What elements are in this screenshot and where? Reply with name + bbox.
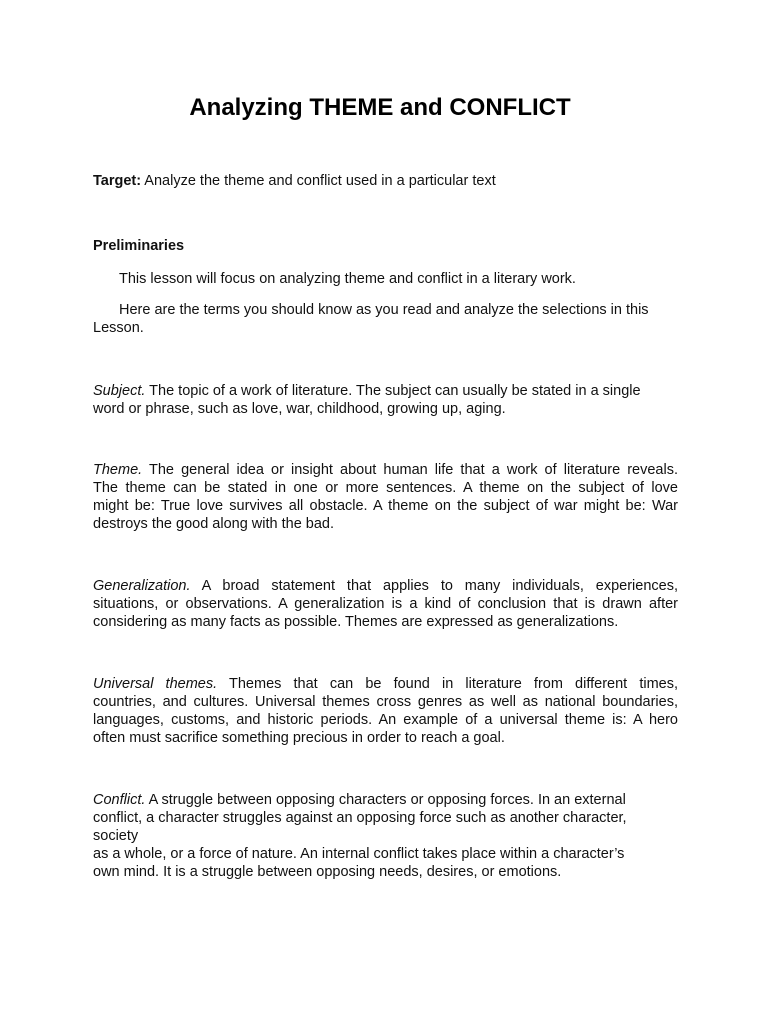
definition-theme: Theme. The general idea or insight about human life that a work of literature reveals. The theme can be stated in one or more sentences. A theme on the subject of love might be: True love survives all obstacle. A theme on the subject of war might be: War destroys the good along with the bad. [93, 462, 678, 532]
definition-generalization: Generalization. A broad statement that applies to many individuals, experiences, situations, or observations. A generalization is a kind of conclusion that is drawn after considering as many facts as possible. Themes are expressed as generalizations. [93, 578, 678, 630]
term-subject: Subject. [93, 383, 146, 399]
definition-universal-themes: Universal themes. Themes that can be found in literature from different times, countries, and cultures. Universal themes cross genres as well as national boundaries, languages, customs, and historic periods. An example of a universal theme is: A hero often must sacrifice something precious in order to reach a goal. [93, 676, 678, 746]
term-conflict: Conflict. [93, 792, 146, 808]
target-statement [93, 172, 693, 190]
term-universal-themes: Universal themes. [93, 676, 218, 692]
definition-subject: Subject. The topic of a work of literature. The subject can usually be stated in a single word or phrase, such as love, war, childhood, growing up, aging. [93, 383, 641, 417]
definition-conflict: Conflict. A struggle between opposing characters or opposing forces. In an external conflict, a character struggles against an opposing force such as another character, society as a whole, or a force of nature. An internal conflict takes place within a character’s own mind. It is a struggle between opposing needs, desires, or emotions. [93, 792, 627, 880]
preliminaries-intro-2: Here are the terms you should know as you read and analyze the selections in this Lesson. [93, 302, 649, 336]
target-text: Analyze the theme and conflict used in a particular text [141, 173, 496, 189]
preliminaries-intro-1: This lesson will focus on analyzing theme and conflict in a literary work. [119, 271, 576, 287]
term-theme: Theme. [93, 462, 143, 478]
page-title: Analyzing THEME and CONFLICT [189, 94, 571, 121]
term-generalization: Generalization. [93, 578, 191, 594]
preliminaries-heading: Preliminaries [93, 238, 185, 254]
target-label: Target: [93, 173, 142, 189]
